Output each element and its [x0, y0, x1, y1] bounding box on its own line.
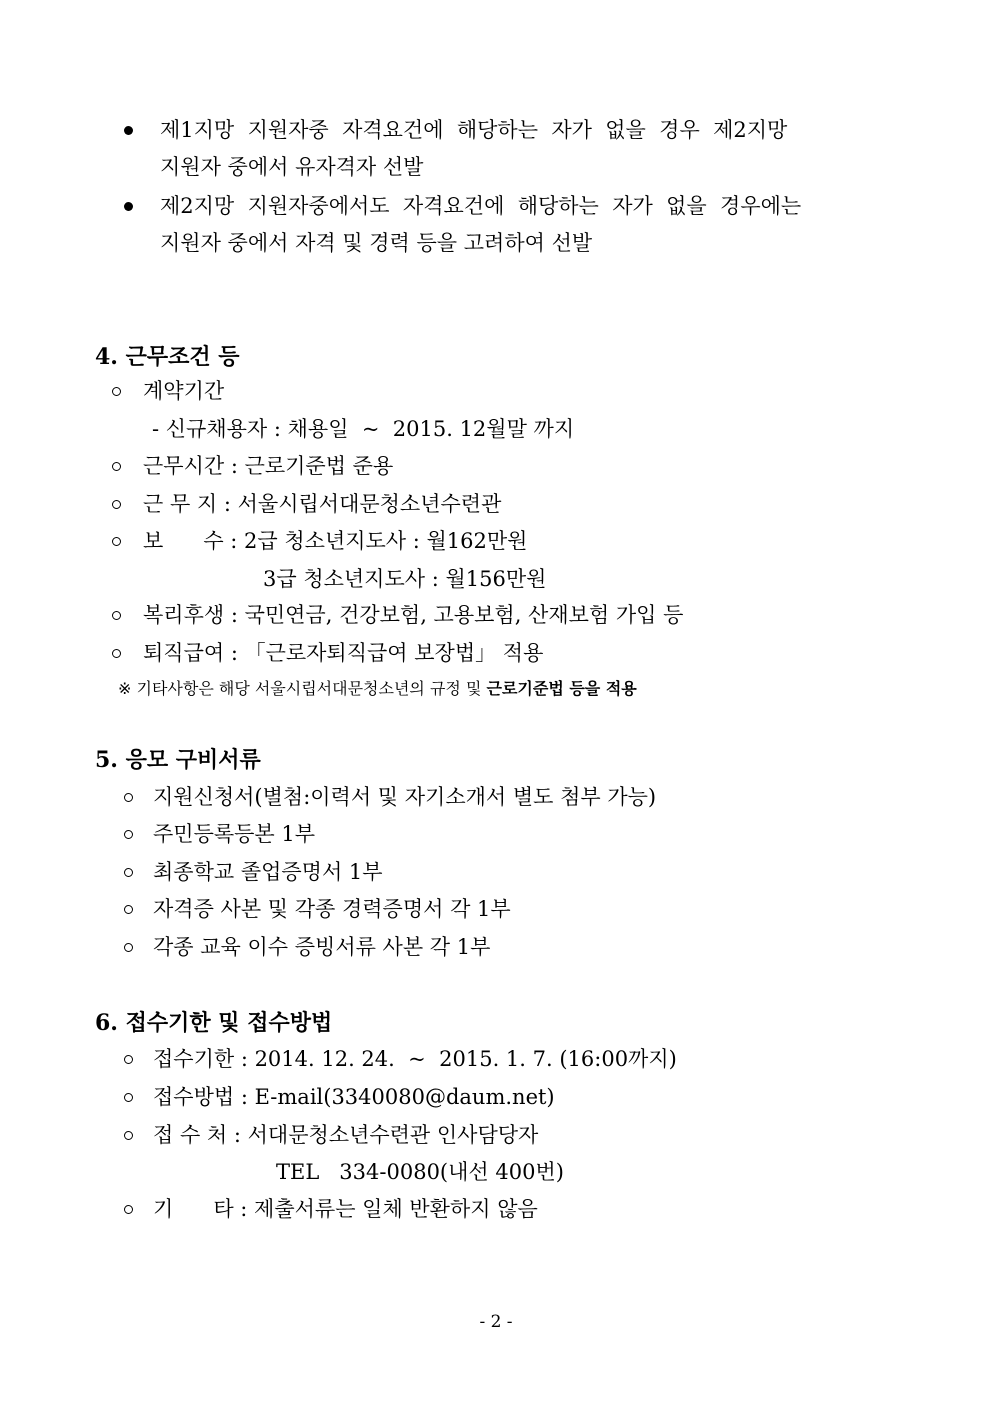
circle-bullet-icon — [124, 943, 133, 952]
submission-method: 접수방법 : E-mail(3340080@daum.net) — [153, 1085, 555, 1109]
circle-bullet-icon — [124, 1055, 133, 1064]
circle-bullet-icon — [124, 793, 133, 802]
retirement-pay: 퇴직급여 : 「근로자퇴직급여 보장법」 적용 — [143, 641, 544, 665]
circle-bullet-icon — [112, 387, 121, 396]
document-item: 지원신청서(별첨:이력서 및 자기소개서 별도 첨부 가능) — [153, 785, 657, 809]
work-place: 근 무 지 : 서울시립서대문청소년수련관 — [143, 492, 502, 516]
section-4-title: 4. 근무조건 등 — [95, 344, 240, 370]
pay-line-2: 3급 청소년지도사 : 월156만원 — [263, 567, 547, 591]
submission-place: 접 수 처 : 서대문청소년수련관 인사담당자 — [153, 1123, 539, 1147]
circle-bullet-icon — [124, 1093, 133, 1102]
contract-label: 계약기간 — [143, 379, 225, 403]
note — [118, 675, 637, 703]
bullet-text: 지원자 중에서 유자격자 선발 — [160, 155, 424, 179]
document-item: 각종 교육 이수 증빙서류 사본 각 1부 — [153, 935, 491, 959]
deadline: 접수기한 : 2014. 12. 24. ~ 2015. 1. 7. (16:00까지) — [153, 1047, 677, 1071]
document-item: 주민등록등본 1부 — [153, 822, 316, 846]
circle-bullet-icon — [124, 905, 133, 914]
circle-bullet-icon — [112, 462, 121, 471]
circle-bullet-icon — [124, 1205, 133, 1214]
section-6-title: 6. 접수기한 및 접수방법 — [95, 1010, 333, 1036]
circle-bullet-icon — [112, 649, 121, 658]
circle-bullet-icon — [124, 1131, 133, 1140]
document-item: 자격증 사본 및 각종 경력증명서 각 1부 — [153, 897, 511, 921]
bullet-text: 제1지망 지원자중 자격요건에 해당하는 자가 없을 경우 제2지망 — [160, 118, 788, 142]
welfare: 복리후생 : 국민연금, 건강보험, 고용보험, 산재보험 가입 등 — [143, 603, 684, 627]
bullet-text: 제2지망 지원자중에서도 자격요건에 해당하는 자가 없을 경우에는 — [160, 194, 802, 218]
circle-bullet-icon — [124, 830, 133, 839]
circle-bullet-icon — [112, 611, 121, 620]
work-hours: 근무시간 : 근로기준법 준용 — [143, 454, 394, 478]
contract-detail: - 신규채용자 : 채용일 ~ 2015. 12월말 까지 — [152, 417, 575, 441]
note-text: ※ 기타사항은 해당 서울시립서대문청소년의 규정 및 — [118, 679, 487, 698]
document-item: 최종학교 졸업증명서 1부 — [153, 860, 383, 884]
bullet-dot — [124, 126, 133, 135]
bullet-dot — [124, 202, 133, 211]
note-bold-text: 근로기준법 등을 적용 — [486, 679, 637, 698]
circle-bullet-icon — [112, 500, 121, 509]
telephone: TEL 334-0080(내선 400번) — [276, 1160, 564, 1184]
circle-bullet-icon — [124, 868, 133, 877]
section-5-title: 5. 응모 구비서류 — [95, 747, 261, 773]
pay-line-1: 보 수 : 2급 청소년지도사 : 월162만원 — [143, 529, 528, 553]
bullet-text: 지원자 중에서 자격 및 경력 등을 고려하여 선발 — [160, 231, 593, 255]
circle-bullet-icon — [112, 537, 121, 546]
page-number: - 2 - — [479, 1312, 513, 1332]
other-note: 기 타 : 제출서류는 일체 반환하지 않음 — [153, 1197, 538, 1221]
